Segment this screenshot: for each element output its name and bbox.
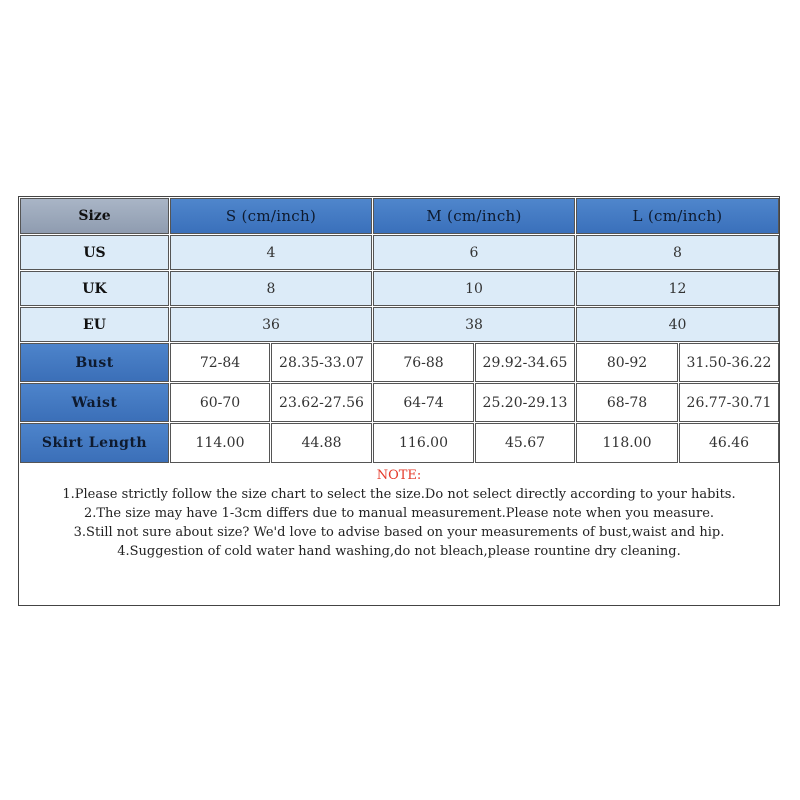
note-item-2: 2.The size may have 1-3cm differs due to manual measurement.Please note when you measure. <box>83 506 715 521</box>
skirt-m-cm: 116.00 <box>373 423 474 463</box>
header-size: Size <box>20 198 169 234</box>
waist-m-cm: 64-74 <box>373 383 474 422</box>
row-label-bust: Bust <box>20 343 169 382</box>
row-label-us: US <box>20 235 169 270</box>
bust-m-inch: 29.92-34.65 <box>475 343 575 382</box>
row-label-skirt-length: Skirt Length <box>20 423 169 463</box>
eu-m: 38 <box>373 307 575 342</box>
bust-l-cm: 80-92 <box>576 343 678 382</box>
row-label-uk: UK <box>20 271 169 306</box>
waist-s-inch: 23.62-27.56 <box>271 383 372 422</box>
uk-l: 12 <box>576 271 779 306</box>
uk-m: 10 <box>373 271 575 306</box>
eu-s: 36 <box>170 307 372 342</box>
header-m: M (cm/inch) <box>373 198 575 234</box>
bust-l-inch: 31.50-36.22 <box>679 343 779 382</box>
notes-section <box>20 464 778 604</box>
header-l: L (cm/inch) <box>576 198 779 234</box>
row-label-waist: Waist <box>20 383 169 422</box>
us-m: 6 <box>373 235 575 270</box>
us-l: 8 <box>576 235 779 270</box>
header-s: S (cm/inch) <box>170 198 372 234</box>
note-title: NOTE: <box>376 468 422 483</box>
skirt-s-cm: 114.00 <box>170 423 270 463</box>
bust-s-cm: 72-84 <box>170 343 270 382</box>
waist-l-cm: 68-78 <box>576 383 678 422</box>
us-s: 4 <box>170 235 372 270</box>
note-item-1: 1.Please strictly follow the size chart to select the size.Do not select directly according to your habits. <box>62 487 736 502</box>
bust-s-inch: 28.35-33.07 <box>271 343 372 382</box>
size-chart <box>18 196 780 606</box>
waist-m-inch: 25.20-29.13 <box>475 383 575 422</box>
skirt-l-inch: 46.46 <box>679 423 779 463</box>
row-label-eu: EU <box>20 307 169 342</box>
note-item-3: 3.Still not sure about size? We'd love to advise based on your measurements of bust,waist and hip. <box>73 525 725 540</box>
waist-s-cm: 60-70 <box>170 383 270 422</box>
bust-m-cm: 76-88 <box>373 343 474 382</box>
uk-s: 8 <box>170 271 372 306</box>
skirt-s-inch: 44.88 <box>271 423 372 463</box>
note-item-4: 4.Suggestion of cold water hand washing,do not bleach,please rountine dry cleaning. <box>117 544 681 559</box>
waist-l-inch: 26.77-30.71 <box>679 383 779 422</box>
skirt-m-inch: 45.67 <box>475 423 575 463</box>
skirt-l-cm: 118.00 <box>576 423 678 463</box>
eu-l: 40 <box>576 307 779 342</box>
